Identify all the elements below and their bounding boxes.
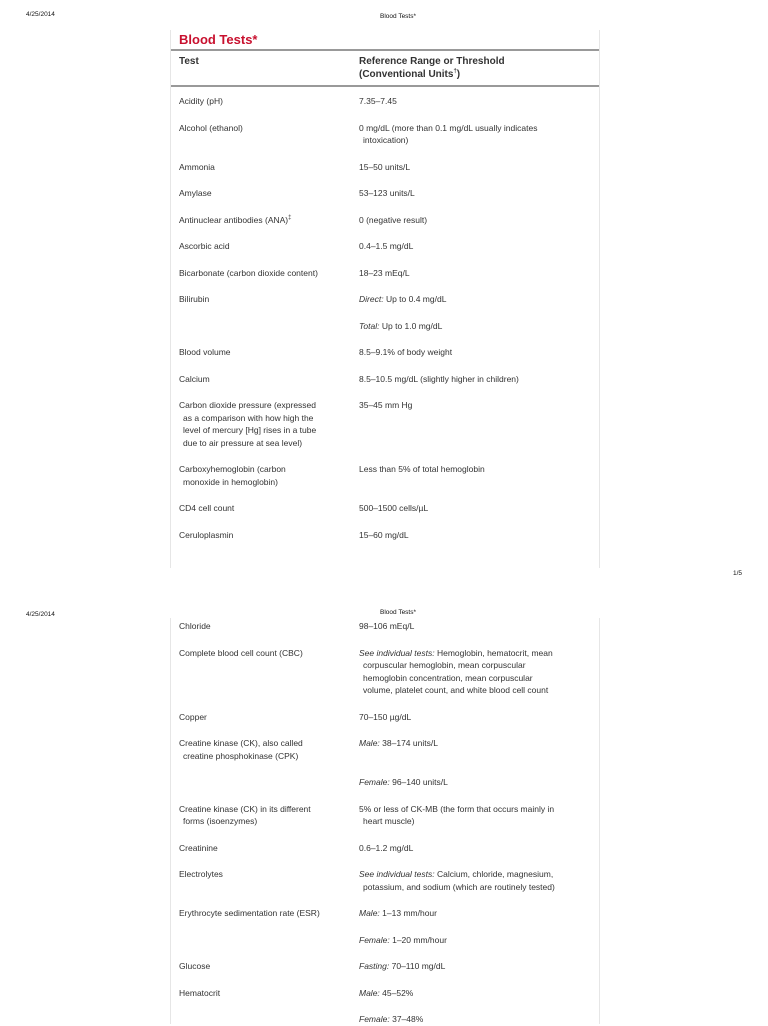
reference-range: volume, platelet count, and white blood cell count [363,685,549,695]
reference-table-sheet [170,30,600,568]
table-row [171,399,599,449]
table-row [171,161,599,174]
reference-range: 8.5–10.5 mg/dL (slightly higher in children) [359,373,519,384]
reference-range: 500–1500 cells/µL [359,503,429,513]
reference-range: 1–13 mm/hour [382,908,437,918]
table-row [171,934,599,947]
reference-range-cell [359,214,599,227]
header-range-line2: (Conventional Units [359,69,454,80]
reference-range-cell [359,267,599,280]
test-name: Blood volume [179,347,231,357]
reference-range: 0.4–1.5 mg/dL [359,241,414,251]
test-name-cell [179,187,359,200]
reference-range-cell [359,647,599,697]
test-name-cell [179,960,359,973]
print-date: 4/25/2014 [26,11,55,18]
test-name-cell [179,161,359,174]
test-name-cell [179,620,359,633]
reference-range: 7.35–7.45 [359,96,397,106]
range-qualifier: Female: [359,1014,390,1024]
reference-range-cell [359,960,599,973]
reference-range-cell [359,620,599,633]
reference-range-cell [359,502,599,515]
reference-range-cell [359,373,599,386]
reference-range-cell [359,803,599,828]
reference-range: 38–174 units/L [382,738,438,748]
reference-range-cell [359,737,599,762]
reference-table-sheet [170,618,600,1024]
reference-range-cell [359,293,599,306]
table-row [171,620,599,633]
test-name: CD4 cell count [179,503,235,513]
table-row [171,737,599,762]
print-date: 4/25/2014 [26,611,55,618]
reference-range: potassium, and sodium (which are routinely tested) [363,881,555,892]
reference-range-cell [359,934,599,947]
test-name: as a comparison with how high the [183,412,314,423]
reference-range: 98–106 mEq/L [359,621,415,631]
reference-range: 15–60 mg/dL [359,529,409,540]
page-number: 1/5 [732,570,742,577]
test-name: Ceruloplasmin [179,529,234,540]
reference-range: 70–150 µg/dL [359,711,412,722]
test-name: Creatine kinase (CK), also called [179,738,303,748]
reference-range-cell [359,187,599,200]
reference-range: 96–140 units/L [392,777,448,787]
test-name: creatine phosphokinase (CPK) [183,750,299,761]
test-name: Creatinine [179,842,218,853]
reference-range-cell [359,122,599,147]
test-name: Erythrocyte sedimentation rate (ESR) [179,908,320,918]
test-name-cell [179,240,359,253]
test-name: Calcium [179,373,210,384]
reference-range: 0.6–1.2 mg/dL [359,842,414,853]
test-name-cell [179,647,359,697]
print-title: Blood Tests* [380,609,417,616]
table-row [171,907,599,920]
test-name: Complete blood cell count (CBC) [179,647,303,658]
print-title: Blood Tests* [380,13,417,20]
reference-range: 15–50 units/L [359,161,411,172]
table-row [171,240,599,253]
table-row [171,214,599,227]
range-qualifier: Female: [359,934,390,945]
test-name-cell [179,842,359,855]
header-test: Test [179,56,199,67]
table-row [171,647,599,697]
table-row [171,293,599,306]
range-qualifier: Female: [359,777,390,787]
test-name-cell [179,502,359,515]
table-row [171,463,599,488]
print-page-2 [0,598,768,1024]
table-body-page-2 [171,620,599,1026]
reference-range: 8.5–9.1% of body weight [359,347,453,357]
reference-range: 0 mg/dL (more than 0.1 mg/dL usually indicates [359,122,538,133]
test-name: Creatine kinase (CK) in its different [179,803,311,814]
test-name: Bilirubin [179,294,210,304]
table-title: Blood Tests* [179,32,258,47]
range-qualifier: Total: [359,320,380,331]
reference-range: Less than 5% of total hemoglobin [359,464,485,474]
test-name: Acidity (pH) [179,96,223,106]
test-name-cell [179,293,359,306]
test-name-cell [179,122,359,147]
test-name: Bicarbonate (carbon dioxide content) [179,267,318,278]
table-body-page-1 [171,95,599,541]
table-row [171,502,599,515]
reference-range: 1–20 mm/hour [392,934,447,945]
table-row [171,267,599,280]
test-name: monoxide in hemoglobin) [183,476,278,487]
test-name: Carbon dioxide pressure (expressed [179,400,317,410]
reference-range: Up to 1.0 mg/dL [381,320,443,331]
test-name-cell [179,529,359,542]
table-row [171,842,599,855]
test-name-cell [179,868,359,893]
test-name: Carboxyhemoglobin (carbon [179,464,286,474]
reference-range: heart muscle) [363,816,415,826]
reference-range: 18–23 mEq/L [359,267,410,278]
reference-range-cell [359,161,599,174]
reference-range: intoxication) [363,135,409,145]
test-name: Antinuclear antibodies (ANA) [179,214,289,225]
reference-range: corpuscular hemoglobin, mean corpuscular [363,660,526,670]
reference-range-cell [359,776,599,789]
reference-range: Hemoglobin, hematocrit, mean [436,647,553,658]
test-name-cell [179,373,359,386]
test-name: Copper [179,711,207,722]
table-row [171,711,599,724]
table-row [171,187,599,200]
range-qualifier: Male: [359,738,380,748]
reference-range: 5% or less of CK-MB (the form that occurs mainly in [359,803,555,814]
reference-range-cell [359,346,599,359]
reference-range: 37–48% [392,1014,424,1024]
test-name-cell [179,320,359,333]
reference-range: 0 (negative result) [359,214,428,225]
reference-range-cell [359,240,599,253]
range-qualifier: Male: [359,987,380,998]
range-qualifier: Fasting: [359,961,390,971]
table-row [171,987,599,1000]
test-name: Glucose [179,961,211,971]
table-row [171,320,599,333]
test-name: Ammonia [179,161,215,172]
range-qualifier: See individual tests: [359,869,435,879]
test-name: Alcohol (ethanol) [179,122,243,133]
test-name-cell [179,399,359,449]
test-name-cell [179,907,359,920]
header-range [359,55,589,81]
reference-range: hemoglobin concentration, mean corpuscular [363,672,533,683]
test-name: forms (isoenzymes) [183,816,258,826]
reference-range: 70–110 mg/dL [391,961,446,971]
range-qualifier: Direct: [359,294,384,304]
reference-range-cell [359,868,599,893]
reference-range-cell [359,711,599,724]
reference-range-cell [359,399,599,449]
test-name-cell [179,934,359,947]
table-row [171,122,599,147]
table-row [171,529,599,542]
reference-range-cell [359,907,599,920]
table-row [171,868,599,893]
reference-range-cell [359,320,599,333]
test-name-cell [179,803,359,828]
header-range-close: ) [456,69,461,80]
range-qualifier: See individual tests: [359,647,435,658]
reference-range-cell [359,987,599,1000]
test-name-cell [179,267,359,280]
reference-range-cell [359,463,599,488]
test-name-cell [179,95,359,108]
test-name: level of mercury [Hg] rises in a tube [183,425,317,435]
reference-range-cell [359,95,599,108]
reference-range: Calcium, chloride, magnesium, [436,869,554,879]
reference-range-cell [359,529,599,542]
test-name: Electrolytes [179,869,223,879]
reference-range: 45–52% [382,987,414,998]
table-row [171,803,599,828]
table-header [171,51,599,87]
reference-range-cell [359,842,599,855]
table-row [171,95,599,108]
dagger-mark: † [453,68,457,75]
test-name: Chloride [179,621,211,631]
test-name-cell [179,776,359,789]
footnote-mark: ‡ [288,214,292,221]
test-name-cell [179,463,359,488]
reference-range: 53–123 units/L [359,188,415,198]
test-name-cell [179,214,359,227]
reference-range: Up to 0.4 mg/dL [385,294,447,304]
test-name: due to air pressure at sea level) [183,437,303,448]
range-qualifier: Male: [359,908,380,918]
test-name: Amylase [179,188,212,198]
table-row [171,960,599,973]
test-name-cell [179,346,359,359]
test-name: Hematocrit [179,987,221,998]
table-row [171,346,599,359]
test-name-cell [179,711,359,724]
header-range-line1: Reference Range or Threshold [359,56,505,67]
table-row [171,373,599,386]
test-name-cell [179,987,359,1000]
test-name-cell [179,737,359,762]
table-row [171,776,599,789]
test-name: Ascorbic acid [179,241,230,251]
reference-range: 35–45 mm Hg [359,400,413,410]
